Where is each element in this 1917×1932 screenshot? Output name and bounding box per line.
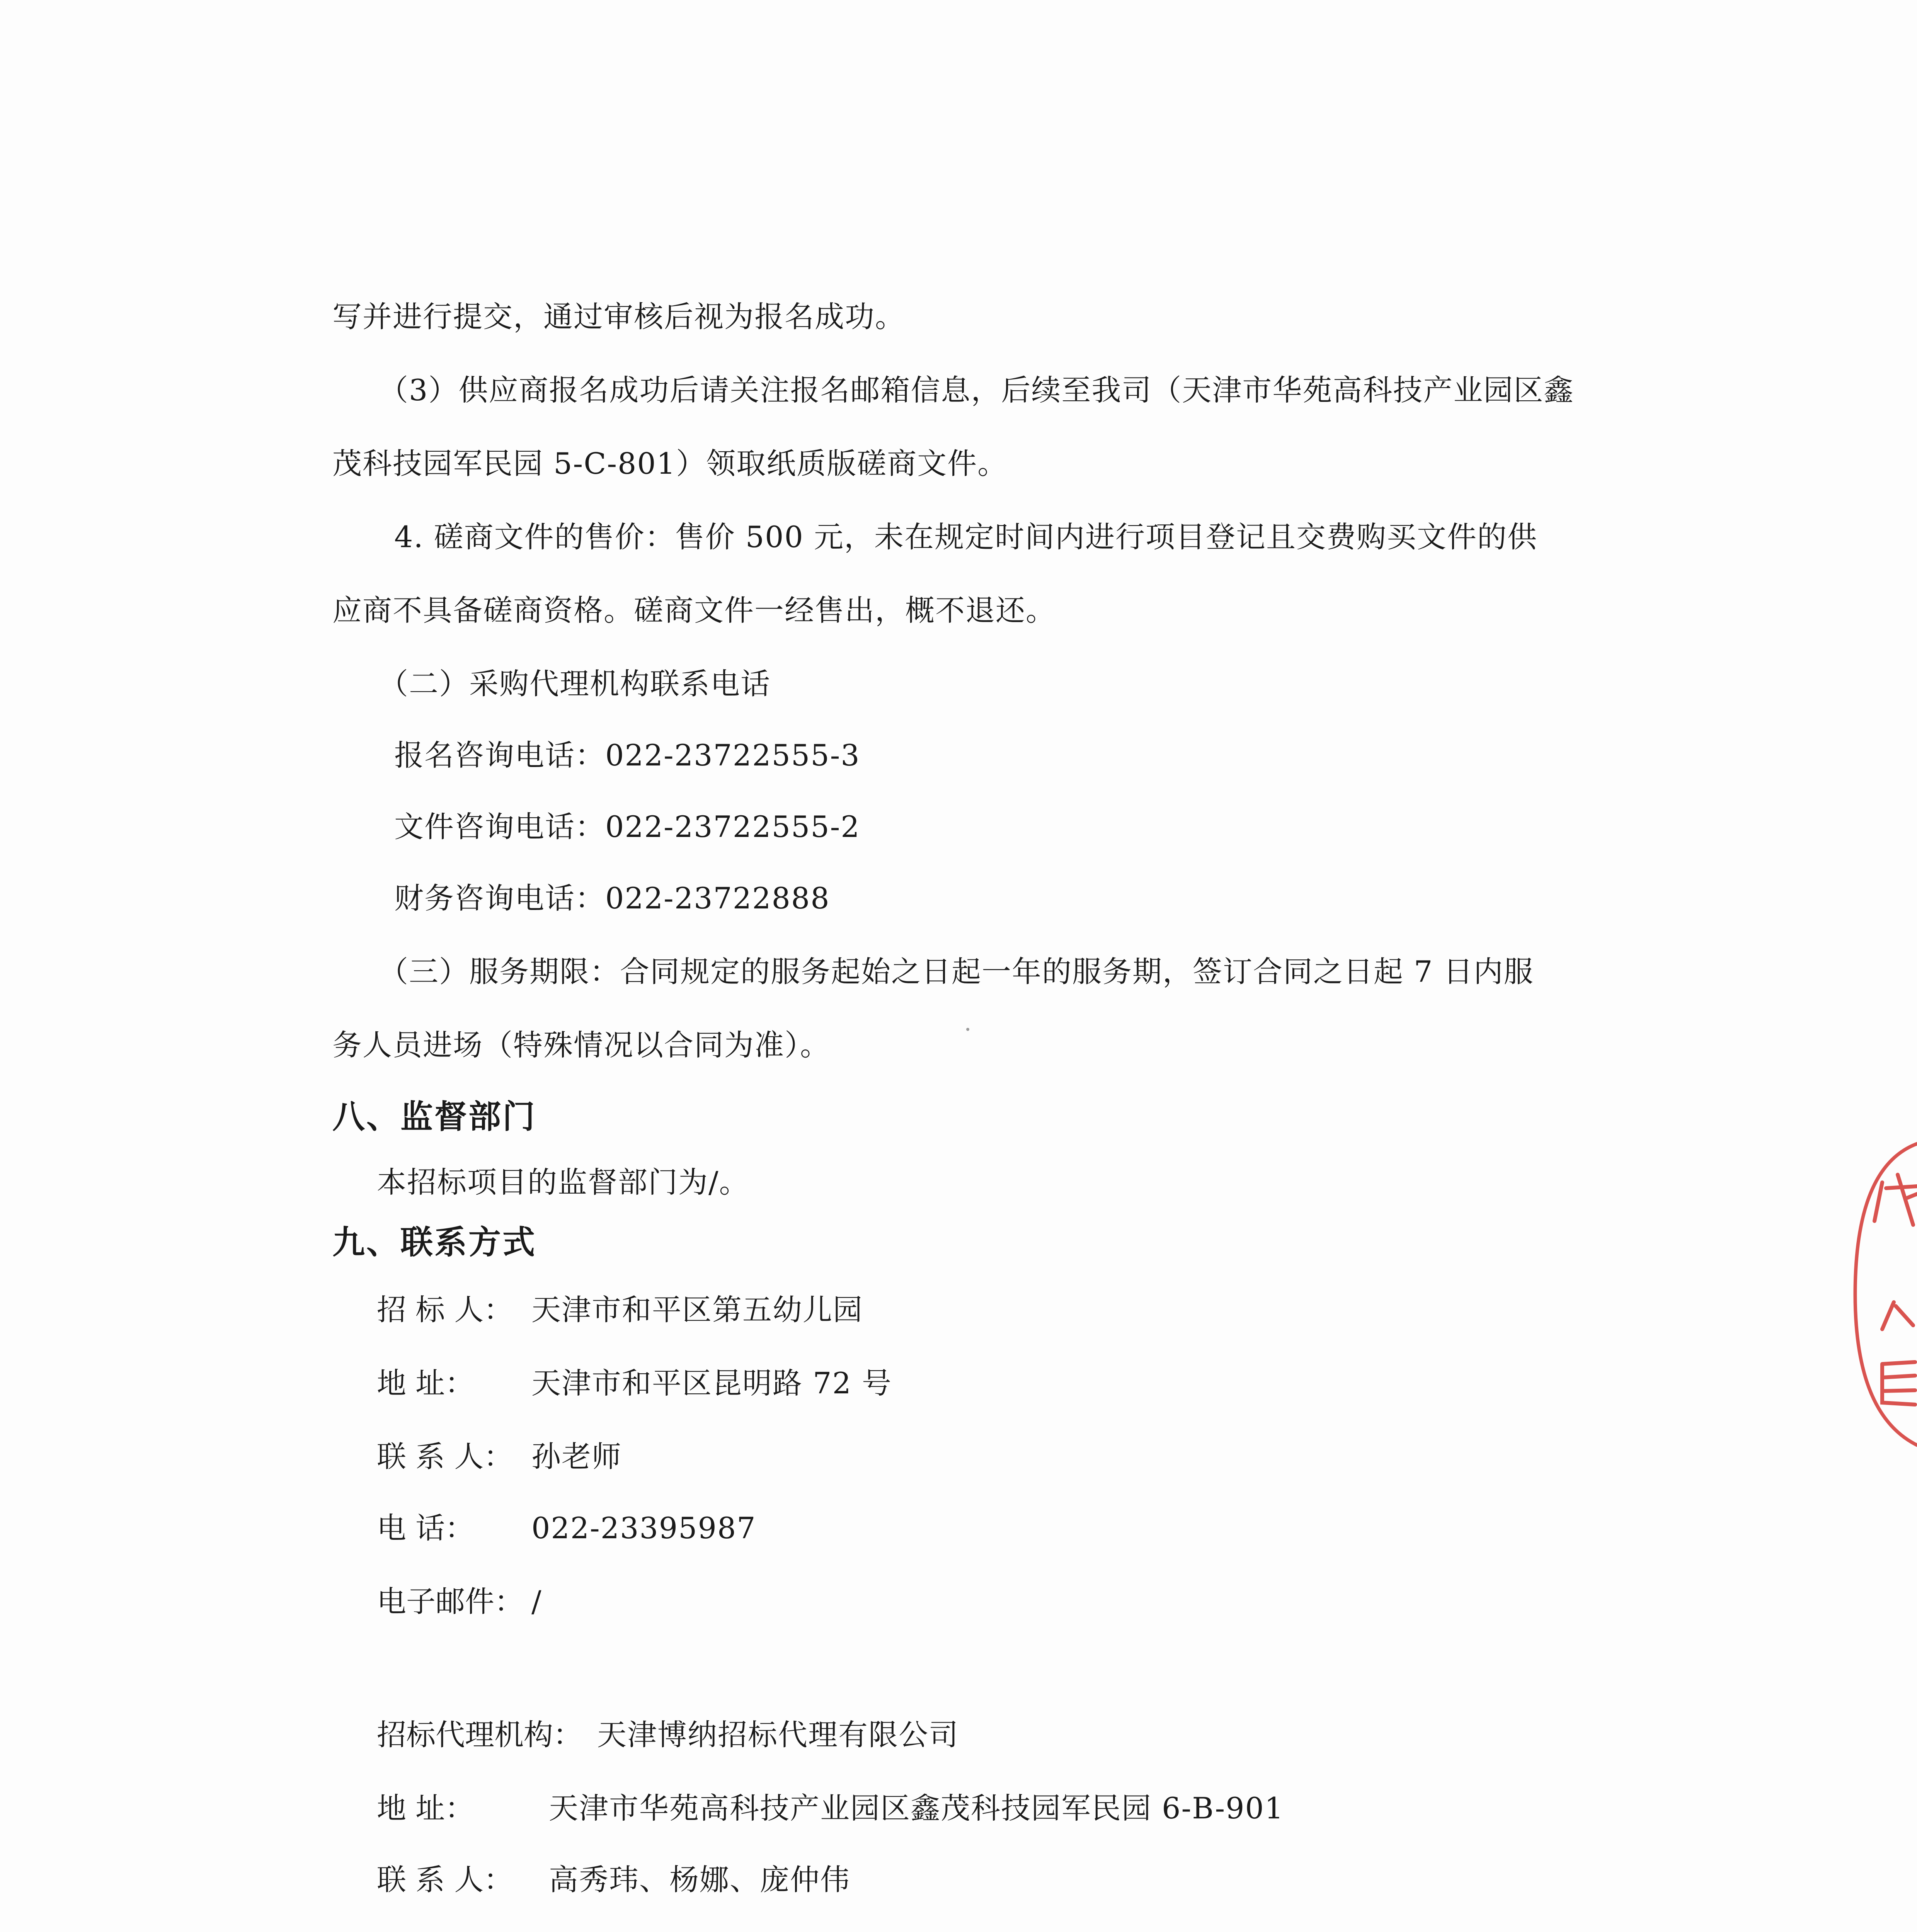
- paragraph-registration-end: 写并进行提交，通过审核后视为报名成功。: [332, 299, 905, 334]
- tenderer-phone-value: 022-23395987: [531, 1511, 756, 1545]
- phone-finance: 财务咨询电话：022-23722888: [394, 881, 830, 915]
- agency-contact-label: 联 系 人：: [377, 1862, 513, 1897]
- paragraph-supplier-notice-line2: 茂科技园军民园 5-C-801）领取纸质版磋商文件。: [332, 446, 1008, 481]
- paragraph-service-period-line2: 务人员进场（特殊情况以合同为准）。: [332, 1028, 830, 1062]
- tenderer-name-value: 天津市和平区第五幼儿园: [531, 1293, 863, 1327]
- tenderer-address-value: 天津市和平区昆明路 72 号: [531, 1366, 892, 1400]
- tenderer-address-label: 地 址：: [377, 1366, 475, 1400]
- tenderer-contact-value: 孙老师: [531, 1439, 622, 1474]
- tenderer-email-label: 电子邮件：: [377, 1584, 524, 1619]
- section8-text: 本招标项目的监督部门为/。: [377, 1165, 749, 1199]
- tenderer-email-value: /: [531, 1584, 542, 1619]
- agency-name-value: 天津博纳招标代理有限公司: [597, 1718, 959, 1752]
- section9-heading: 九、联系方式: [332, 1223, 537, 1261]
- phone-document: 文件咨询电话：022-23722555-2: [394, 810, 860, 844]
- phone-signup: 报名咨询电话：022-23722555-3: [394, 738, 860, 772]
- agency-contact-value: 高秀玮、杨娜、庞仲伟: [549, 1862, 850, 1897]
- paragraph-doc-price-line1: 4. 磋商文件的售价：售价 500 元，未在规定时间内进行项目登记且交费购买文件的供: [394, 520, 1538, 554]
- agency-name-label: 招标代理机构：: [377, 1718, 582, 1752]
- paragraph-doc-price-line2: 应商不具备磋商资格。磋商文件一经售出，概不退还。: [332, 593, 1056, 628]
- section-agency-phone-title: （二）采购代理机构联系电话: [379, 667, 771, 701]
- official-seal-stamp: [1840, 1121, 1917, 1468]
- agency-address-label: 地 址：: [377, 1791, 475, 1825]
- tenderer-name-label: 招 标 人：: [377, 1293, 513, 1327]
- tenderer-contact-label: 联 系 人：: [377, 1439, 513, 1474]
- scan-speck: [966, 1028, 969, 1031]
- agency-address-value: 天津市华苑高科技产业园区鑫茂科技园军民园 6-B-901: [549, 1791, 1284, 1825]
- tenderer-phone-label: 电 话：: [377, 1511, 475, 1545]
- paragraph-service-period-line1: （三）服务期限：合同规定的服务起始之日起一年的服务期，签订合同之日起 7 日内服: [379, 954, 1534, 989]
- paragraph-supplier-notice-line1: （3）供应商报名成功后请关注报名邮箱信息，后续至我司（天津市华苑高科技产业园区鑫: [379, 373, 1574, 407]
- section8-heading: 八、监督部门: [332, 1098, 537, 1136]
